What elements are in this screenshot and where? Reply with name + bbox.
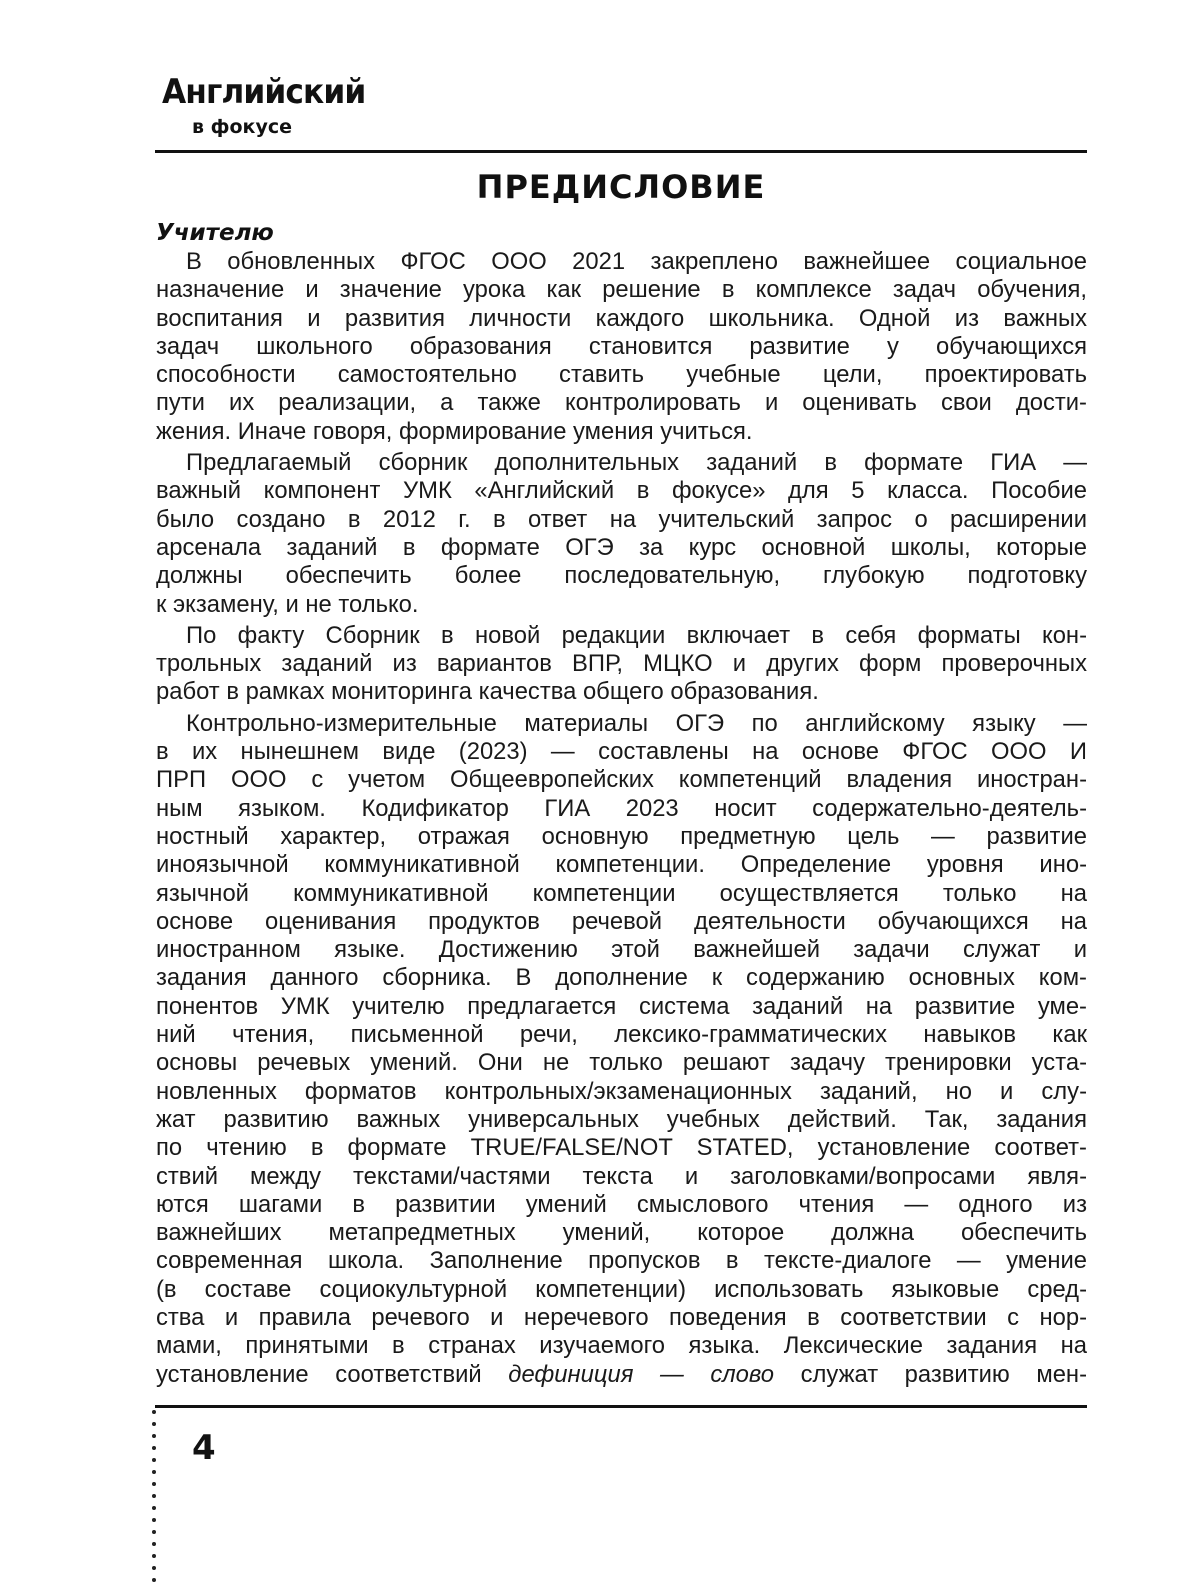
logo-subtitle: в фокусе — [192, 116, 292, 138]
dotted-margin-line — [152, 1410, 160, 1596]
text-line-final — [156, 1361, 1087, 1389]
text-line: понентов УМК учителю предлагается система заданий на развитие уме- — [156, 992, 1087, 1020]
text-line: иноязычной коммуникативной компетенции. Определение уровня ино- — [156, 851, 1087, 879]
text-line: воспитания и развития личности каждого школьника. Одной из важных — [156, 304, 1087, 332]
text-line: Предлагаемый сборник дополнительных заданий в формате ГИА — — [186, 449, 1087, 477]
text-line: жат развитию важных универсальных учебных действий. Так, задания — [156, 1105, 1087, 1133]
text-line: важный компонент УМК «Английский в фокусе» для 5 класса. Пособие — [156, 477, 1087, 505]
text-line: должны обеспечить более последовательную, глубокую подготовку — [156, 562, 1087, 590]
text-line: мами, принятыми в странах изучаемого языка. Лексические задания на — [156, 1332, 1087, 1360]
text-line: ПРП ООО с учетом Общеевропейских компетенций владения иностран- — [156, 766, 1087, 794]
logo-title: Английский — [162, 72, 366, 112]
section-subheading: Учителю — [156, 220, 274, 246]
text-line: арсенала заданий в формате ОГЭ за курс основной школы, которые — [156, 533, 1087, 561]
body-text — [156, 248, 1087, 1389]
series-logo — [162, 72, 366, 142]
text-line: В обновленных ФГОС ООО 2021 закреплено важнейшее социальное — [186, 248, 1087, 275]
final-line-end: служат развитию мен- — [774, 1360, 1087, 1388]
header-rule — [155, 150, 1087, 153]
text-line: жения. Иначе говоря, формирование умения учиться. — [156, 417, 753, 445]
text-line: По факту Сборник в новой редакции включает в себя форматы кон- — [186, 621, 1087, 649]
text-line: Контрольно-измерительные материалы ОГЭ по английскому языку — — [186, 709, 1087, 737]
text-line: было создано в 2012 г. в ответ на учительский запрос о расширении — [156, 505, 1087, 533]
text-line: ний чтения, письменной речи, лексико-грамматических навыков как — [156, 1021, 1087, 1049]
text-line: ным языком. Кодификатор ГИА 2023 носит содержательно-деятель- — [156, 794, 1087, 822]
text-line: (в составе социокультурной компетенции) использовать языковые сред- — [156, 1275, 1087, 1303]
text-line: способности самостоятельно ставить учебные цели, проектировать — [156, 361, 1087, 389]
text-line: ствий между текстами/частями текста и заголовками/вопросами явля- — [156, 1162, 1087, 1190]
text-line: работ в рамках мониторинга качества общего образования. — [156, 678, 819, 706]
text-line: по чтению в формате TRUE/FALSE/NOT STATED, установление соответ- — [156, 1134, 1087, 1162]
text-line: ства и правила речевого и неречевого поведения в соответствии с нор- — [156, 1303, 1087, 1331]
footer-rule — [155, 1405, 1087, 1408]
text-line: основы речевых умений. Они не только решают задачу тренировки уста- — [156, 1049, 1087, 1077]
text-line: задач школьного образования становится развитие у обучающихся — [156, 332, 1087, 360]
text-line: язычной коммуникативной компетенции осуществляется только на — [156, 879, 1087, 907]
text-line: ются шагами в развитии умений смыслового чтения — одного из — [156, 1190, 1087, 1218]
text-line: ностный характер, отражая основную предметную цель — развитие — [156, 822, 1087, 850]
page-number: 4 — [192, 1428, 216, 1468]
text-line: к экзамену, и не только. — [156, 590, 419, 618]
text-line: назначение и значение урока как решение в комплексе задач обучения, — [156, 276, 1087, 304]
text-line: пути их реализации, а также контролировать и оценивать свои дости- — [156, 389, 1087, 417]
text-line: основе оценивания продуктов речевой деятельности обучающихся на — [156, 907, 1087, 935]
final-line-start: установление соответствий — [156, 1360, 509, 1388]
final-line-italic: дефиниция — слово — [508, 1360, 775, 1388]
text-line: задания данного сборника. В дополнение к содержанию основных ком- — [156, 964, 1087, 992]
text-line: в их нынешнем виде (2023) — составлены на основе ФГОС ООО И — [156, 738, 1087, 766]
page-title: ПРЕДИСЛОВИЕ — [476, 168, 766, 206]
text-line: иностранном языке. Достижению этой важнейшей задачи служат и — [156, 936, 1087, 964]
text-line: современная школа. Заполнение пропусков в тексте-диалоге — умение — [156, 1247, 1087, 1275]
text-line: новленных форматов контрольных/экзаменационных заданий, но и слу- — [156, 1077, 1087, 1105]
text-line: важнейших метапредметных умений, которое должна обеспечить — [156, 1219, 1087, 1247]
text-line: трольных заданий из вариантов ВПР, МЦКО и других форм проверочных — [156, 650, 1087, 678]
